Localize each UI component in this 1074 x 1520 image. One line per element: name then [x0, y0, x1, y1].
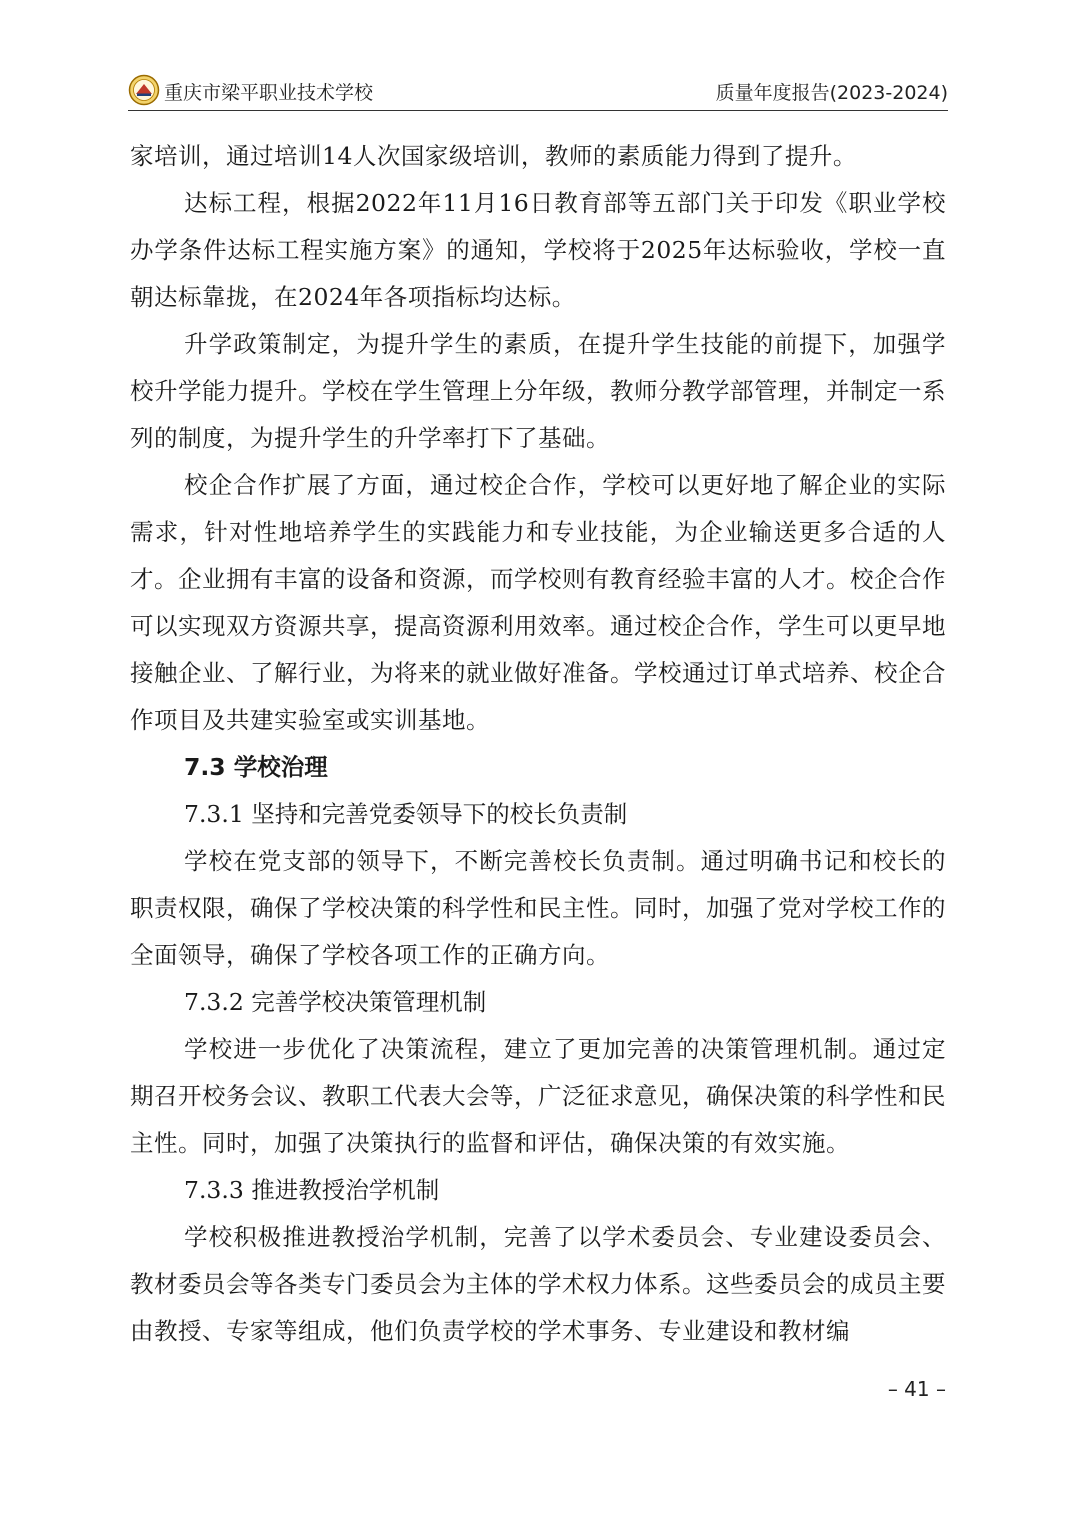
paragraph-principal-responsibility: 学校在党支部的领导下，不断完善校长负责制。通过明确书记和校长的职责权限，确保了学校决策的科学性和民主性。同时，加强了党对学校工作的全面领导，确保了学校各项工作的正确方向。 — [130, 847, 946, 969]
subsection-heading-7-3-3: 7.3.3 推进教授治学机制 — [184, 1176, 440, 1204]
school-name: 重庆市梁平职业技术学校 — [164, 82, 374, 104]
header-divider — [128, 110, 948, 111]
paragraph-professor-governance: 学校积极推进教授治学机制，完善了以学术委员会、专业建设委员会、教材委员会等各类专门委员会为主体的学术权力体系。这些委员会的成员主要由教授、专家等组成，他们负责学校的学术事务、专业建设和教材编 — [130, 1223, 946, 1345]
page-header — [128, 70, 948, 110]
paragraph-school-enterprise: 校企合作扩展了方面，通过校企合作，学校可以更好地了解企业的实际需求，针对性地培养学生的实践能力和专业技能，为企业输送更多合适的人才。企业拥有丰富的设备和资源，而学校则有教育经验丰富的人才。校企合作可以实现双方资源共享，提高资源利用效率。通过校企合作，学生可以更早地接触企业、了解行业，为将来的就业做好准备。学校通过订单式培养、校企合作项目及共建实验室或实训基地。 — [130, 471, 946, 734]
section-heading-7-3: 7.3 学校治理 — [184, 753, 328, 781]
paragraph-admission-policy: 升学政策制定，为提升学生的素质，在提升学生技能的前提下，加强学校升学能力提升。学校在学生管理上分年级，教师分教学部管理，并制定一系列的制度，为提升学生的升学率打下了基础。 — [130, 330, 946, 452]
school-emblem-icon — [128, 74, 160, 106]
subsection-heading-7-3-1: 7.3.1 坚持和完善党委领导下的校长负责制 — [184, 800, 628, 828]
subsection-heading-7-3-2: 7.3.2 完善学校决策管理机制 — [184, 988, 487, 1016]
document-body — [130, 133, 946, 1355]
paragraph-decision-mechanism: 学校进一步优化了决策流程，建立了更加完善的决策管理机制。通过定期召开校务会议、教职工代表大会等，广泛征求意见，确保决策的科学性和民主性。同时，加强了决策执行的监督和评估，确保决策的有效实施。 — [130, 1035, 946, 1157]
paragraph-teacher-training: 家培训，通过培训14人次国家级培训，教师的素质能力得到了提升。 — [130, 142, 857, 170]
paragraph-standards-project: 达标工程，根据2022年11月16日教育部等五部门关于印发《职业学校办学条件达标工程实施方案》的通知，学校将于2025年达标验收，学校一直朝达标靠拢，在2024年各项指标均达标。 — [130, 189, 946, 311]
page-number: – 41 – — [887, 1377, 946, 1401]
report-title: 质量年度报告(2023-2024) — [715, 82, 948, 104]
